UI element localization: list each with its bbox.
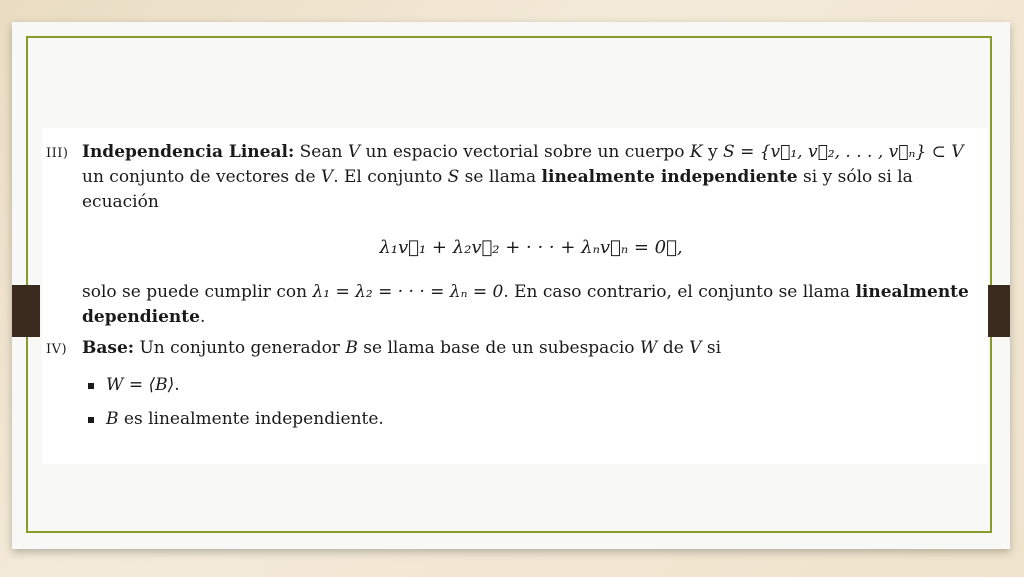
item-numeral: III) (46, 146, 69, 161)
display-equation: λ₁v⃗₁ + λ₂v⃗₂ + · · · + λₙv⃗ₙ = 0⃗, (379, 237, 683, 258)
text-run: si y sólo si la ecuación (82, 167, 913, 212)
math-symbol: V (689, 338, 702, 358)
text-run: y (708, 142, 718, 162)
math-symbol: B (345, 338, 358, 358)
math-symbol: S (447, 167, 460, 187)
definition-paragraph (82, 140, 980, 215)
math-set-expression: S = {v⃗₁, v⃗₂, . . . , v⃗ₙ} ⊂ V (723, 142, 964, 162)
definition-paragraph-continued (82, 280, 980, 330)
defined-term: linealmente independiente (541, 167, 798, 187)
item-body (82, 336, 980, 441)
text-run: . (174, 375, 180, 395)
text-run: . En caso contrario, el conjunto se llama (503, 282, 851, 302)
text-run: de (662, 338, 684, 358)
text-run: . (199, 307, 206, 327)
text-run: un espacio vectorial sobre un cuerpo (365, 142, 685, 162)
text-run: si (706, 338, 722, 358)
slide-content (42, 128, 988, 464)
definition-title: Independencia Lineal: (82, 142, 295, 162)
text-run: solo se puede cumplir con (82, 282, 308, 302)
bullet-list (82, 373, 980, 432)
math-symbol: K (689, 142, 703, 162)
text-run: . El conjunto (333, 167, 443, 187)
math-condition: λ₁ = λ₂ = · · · = λₙ = 0 (312, 282, 504, 302)
text-run: Sean (299, 142, 343, 162)
text-run: se llama (464, 167, 537, 187)
defined-term: linealmente dependiente (82, 282, 969, 327)
bullet-item (82, 373, 980, 398)
math-symbol: W (639, 338, 658, 358)
bullet-item (82, 407, 980, 432)
math-expression: W = ⟨B⟩ (106, 375, 175, 395)
text-run: un conjunto de vectores de (82, 167, 316, 187)
math-symbol: B (106, 409, 119, 429)
math-symbol: V (320, 167, 334, 187)
text-run: Un conjunto generador (139, 338, 340, 358)
left-tab-decoration (12, 285, 40, 337)
item-body (82, 140, 980, 330)
text-run: se llama base de un subespacio (363, 338, 635, 358)
definition-item-base (46, 336, 980, 441)
item-numeral: IV) (46, 342, 68, 357)
definition-paragraph (82, 336, 980, 361)
math-symbol: V (347, 142, 361, 162)
definition-item-independence (46, 140, 980, 330)
text-run: es linealmente independiente. (123, 409, 384, 429)
definition-title: Base: (82, 338, 135, 358)
